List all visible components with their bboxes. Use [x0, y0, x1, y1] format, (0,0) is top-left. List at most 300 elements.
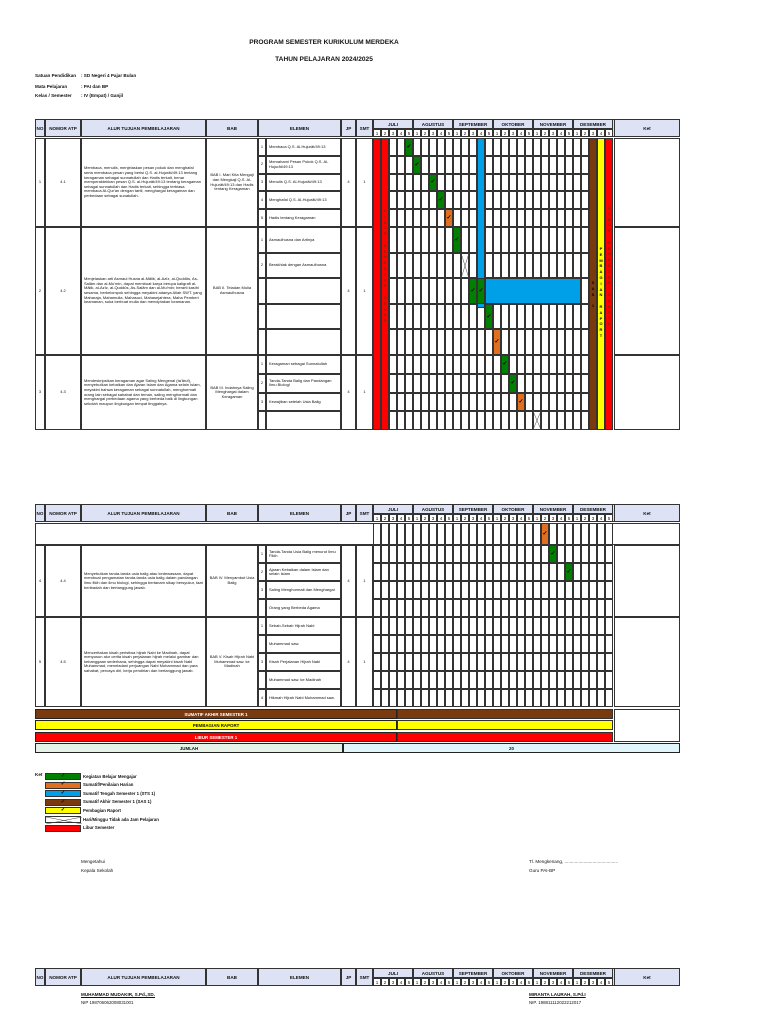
week-header: 2	[461, 129, 469, 137]
week-header: 3	[549, 978, 557, 986]
grid-cell	[517, 689, 525, 707]
schedule-mark	[509, 374, 517, 393]
check-icon: ✓	[486, 313, 492, 320]
grid-cell	[461, 329, 469, 355]
grid-cell	[541, 209, 549, 227]
elemen-text-cell	[266, 209, 341, 227]
grid-cell	[493, 689, 501, 707]
elemen-no-cell	[258, 304, 266, 330]
grid-cell	[573, 635, 581, 653]
grid-cell	[477, 329, 485, 355]
pembagian-raport-vertical: P E M B A G I A N R A P O R T	[599, 246, 603, 338]
grid-cell	[517, 653, 525, 671]
week-header: 4	[517, 129, 525, 137]
sign-left-2: Kepala Sekolah	[81, 868, 114, 873]
grid-cell	[413, 304, 421, 330]
grid-cell	[509, 174, 517, 192]
grid-cell	[597, 653, 605, 671]
grid-cell	[437, 563, 445, 581]
week-header: 3	[429, 514, 437, 522]
week-header: 2	[501, 129, 509, 137]
grid-cell	[493, 599, 501, 617]
grid-cell	[517, 355, 525, 374]
elemen-text: Muhammad saw.	[269, 640, 300, 646]
grid-cell	[573, 304, 581, 330]
grid-cell	[469, 304, 477, 330]
month-header: SEPTEMBER	[453, 504, 493, 514]
grid-cell	[429, 635, 437, 653]
grid-cell	[453, 671, 461, 689]
check-icon: ✓	[470, 287, 476, 294]
check-icon: ✓	[438, 197, 444, 204]
check-icon: ✓	[446, 215, 452, 222]
week-header: 2	[421, 129, 429, 137]
grid-cell	[453, 329, 461, 355]
grid-cell	[389, 209, 397, 227]
grid-cell	[485, 545, 493, 563]
grid-cell	[397, 253, 405, 279]
row-atp-cell: 4.5	[45, 617, 81, 707]
grid-cell	[605, 617, 613, 635]
grid-cell	[469, 671, 477, 689]
legend-title: Ket	[35, 772, 43, 777]
grid-cell	[493, 563, 501, 581]
grid-cell	[405, 355, 413, 374]
grid-cell	[405, 174, 413, 192]
grid-cell	[469, 156, 477, 174]
grid-cell	[429, 671, 437, 689]
grid-cell	[597, 599, 605, 617]
grid-cell	[509, 523, 517, 545]
row-tujuan-cell	[81, 227, 206, 355]
grid-cell	[381, 599, 389, 617]
grid-cell	[397, 653, 405, 671]
sas-row	[35, 709, 397, 719]
grid-cell	[541, 581, 549, 599]
grid-cell	[453, 393, 461, 412]
grid-cell	[565, 581, 573, 599]
grid-cell	[437, 617, 445, 635]
grid-cell	[581, 635, 589, 653]
grid-cell	[533, 209, 541, 227]
grid-cell	[453, 156, 461, 174]
grid-cell	[397, 355, 405, 374]
grid-cell	[549, 653, 557, 671]
col-tujuan-header: ALUR TUJUAN PEMBELAJARAN	[81, 119, 206, 137]
grid-cell	[429, 393, 437, 412]
grid-cell	[517, 191, 525, 209]
elemen-text-cell	[266, 671, 341, 689]
elemen-no-cell: 4	[258, 689, 266, 707]
week-header: 4	[597, 514, 605, 522]
elemen-text: Kisah Perjalanan Hijrah Nabi	[269, 658, 321, 664]
grid-cell	[533, 374, 541, 393]
grid-cell	[493, 581, 501, 599]
check-icon: ✓	[502, 361, 508, 368]
month-header: OKTOBER	[493, 119, 533, 129]
grid-cell	[437, 689, 445, 707]
grid-cell	[501, 563, 509, 581]
row-tujuan-cell	[81, 545, 206, 617]
grid-cell	[405, 393, 413, 412]
row-smt-cell: 1	[356, 545, 373, 617]
grid-cell	[525, 393, 533, 412]
grid-cell	[573, 563, 581, 581]
elemen-no-cell: 3	[258, 174, 266, 192]
schedule-mark	[445, 209, 453, 227]
grid-cell	[581, 209, 589, 227]
grid-cell	[421, 599, 429, 617]
grid-cell	[485, 563, 493, 581]
grid-cell	[461, 599, 469, 617]
grid-cell	[477, 545, 485, 563]
grid-cell	[405, 671, 413, 689]
grid-cell	[549, 355, 557, 374]
grid-cell	[445, 191, 453, 209]
grid-cell	[437, 653, 445, 671]
grid-cell	[589, 689, 597, 707]
month-header: NOVEMBER	[533, 119, 573, 129]
grid-cell	[389, 138, 397, 156]
week-header: 1	[533, 978, 541, 986]
grid-cell	[469, 581, 477, 599]
month-header: JULI	[373, 504, 413, 514]
grid-cell	[429, 599, 437, 617]
grid-cell	[437, 156, 445, 174]
grid-cell	[477, 411, 485, 430]
grid-cell	[477, 671, 485, 689]
no-lesson-cross-icon	[461, 253, 469, 279]
grid-cell	[461, 156, 469, 174]
grid-cell	[405, 635, 413, 653]
grid-cell	[501, 304, 509, 330]
grid-cell	[469, 411, 477, 430]
check-icon: ✓	[518, 398, 524, 405]
bab-text: BAB III. Indahnya Saling Menghargai dalam Keragaman	[210, 384, 254, 399]
grid-cell	[421, 156, 429, 174]
grid-cell	[525, 374, 533, 393]
grid-cell	[469, 563, 477, 581]
grid-cell	[525, 138, 533, 156]
grid-cell	[469, 209, 477, 227]
grid-cell	[549, 156, 557, 174]
week-header: 3	[469, 978, 477, 986]
grid-cell	[517, 581, 525, 599]
week-header: 2	[501, 514, 509, 522]
grid-cell	[557, 581, 565, 599]
grid-cell	[549, 635, 557, 653]
row-smt-cell: 1	[356, 227, 373, 355]
grid-cell	[509, 689, 517, 707]
grid-cell	[397, 191, 405, 209]
elemen-no-cell: 2	[258, 253, 266, 279]
week-header: 2	[421, 978, 429, 986]
check-icon: ✓	[510, 380, 516, 387]
elemen-no-cell: 1	[258, 617, 266, 635]
grid-cell	[421, 209, 429, 227]
grid-cell	[517, 209, 525, 227]
grid-cell	[469, 374, 477, 393]
grid-cell	[517, 599, 525, 617]
grid-cell	[453, 523, 461, 545]
week-header: 1	[373, 978, 381, 986]
grid-cell	[469, 617, 477, 635]
grid-cell	[517, 156, 525, 174]
grid-cell	[445, 689, 453, 707]
week-header: 2	[581, 129, 589, 137]
grid-cell	[525, 253, 533, 279]
grid-cell	[373, 599, 381, 617]
grid-cell	[573, 329, 581, 355]
grid-cell	[437, 278, 445, 304]
row-smt-cell: 1	[356, 617, 373, 707]
grid-cell	[445, 599, 453, 617]
grid-cell	[565, 253, 573, 279]
legend-swatch	[45, 825, 81, 832]
grid-cell	[501, 671, 509, 689]
grid-cell	[533, 545, 541, 563]
week-header: 3	[389, 514, 397, 522]
grid-cell	[469, 599, 477, 617]
sas-vertical: S A S 1	[591, 280, 595, 309]
col-bab-header: BAB	[206, 119, 258, 137]
grid-cell	[501, 156, 509, 174]
grid-cell	[493, 138, 501, 156]
grid-cell	[493, 617, 501, 635]
grid-cell	[485, 635, 493, 653]
grid-cell	[485, 653, 493, 671]
elemen-text: Menghafal Q.S. Al-Hujurāt/49:13	[269, 197, 327, 203]
grid-cell	[501, 581, 509, 599]
week-header: 2	[381, 978, 389, 986]
week-header: 2	[581, 514, 589, 522]
grid-cell	[517, 227, 525, 253]
row-atp-cell: 4.3	[45, 355, 81, 430]
grid-cell	[565, 174, 573, 192]
grid-cell	[525, 635, 533, 653]
elemen-text-cell	[266, 393, 341, 412]
elemen-text-cell	[266, 304, 341, 330]
grid-cell	[373, 635, 381, 653]
grid-cell	[445, 545, 453, 563]
grid-cell	[405, 156, 413, 174]
grid-cell	[581, 278, 589, 304]
week-header: 2	[421, 514, 429, 522]
grid-cell	[421, 174, 429, 192]
grid-cell	[445, 393, 453, 412]
month-header: JULI	[373, 119, 413, 129]
week-header: 5	[565, 978, 573, 986]
grid-cell	[573, 174, 581, 192]
grid-cell	[605, 545, 613, 563]
grid-cell	[533, 329, 541, 355]
grid-cell	[485, 617, 493, 635]
elemen-text-cell	[266, 689, 341, 707]
elemen-text: Membaca Q.S. Al-Hujurāt/49:13	[269, 143, 326, 149]
grid-cell	[437, 138, 445, 156]
jumlah-row	[35, 743, 343, 753]
grid-cell	[509, 138, 517, 156]
grid-cell	[445, 174, 453, 192]
grid-cell	[549, 411, 557, 430]
grid-cell	[573, 191, 581, 209]
elemen-text-cell	[266, 563, 341, 581]
grid-cell	[445, 563, 453, 581]
grid-cell	[565, 545, 573, 563]
grid-cell	[461, 355, 469, 374]
grid-cell	[413, 355, 421, 374]
grid-cell	[565, 304, 573, 330]
elemen-text-cell	[266, 253, 341, 279]
row-no-cell: 4	[35, 545, 45, 617]
grid-cell	[437, 671, 445, 689]
grid-cell	[493, 653, 501, 671]
week-header: 3	[469, 129, 477, 137]
grid-cell	[573, 411, 581, 430]
schedule-mark	[493, 329, 501, 355]
grid-cell	[485, 689, 493, 707]
grid-cell	[429, 209, 437, 227]
grid-cell	[549, 581, 557, 599]
elemen-no-cell: 1	[258, 138, 266, 156]
grid-cell	[477, 393, 485, 412]
grid-cell	[533, 599, 541, 617]
grid-cell	[581, 138, 589, 156]
grid-cell	[557, 138, 565, 156]
elemen-text-cell	[266, 329, 341, 355]
grid-cell	[533, 355, 541, 374]
grid-cell	[461, 138, 469, 156]
grid-cell	[453, 174, 461, 192]
grid-cell	[381, 523, 389, 545]
grid-cell	[477, 617, 485, 635]
week-header: 4	[397, 978, 405, 986]
grid-cell	[493, 545, 501, 563]
schedule-mark	[437, 191, 445, 209]
grid-cell	[453, 599, 461, 617]
grid-cell	[397, 617, 405, 635]
grid-cell	[461, 174, 469, 192]
grid-cell	[501, 174, 509, 192]
grid-cell	[421, 635, 429, 653]
grid-cell	[429, 278, 437, 304]
grid-cell	[557, 689, 565, 707]
grid-cell	[581, 355, 589, 374]
grid-cell	[549, 304, 557, 330]
grid-cell	[501, 227, 509, 253]
grid-cell	[421, 253, 429, 279]
grid-cell	[517, 174, 525, 192]
grid-cell	[429, 653, 437, 671]
grid-cell	[389, 411, 397, 430]
grid-cell	[517, 411, 525, 430]
grid-cell	[541, 653, 549, 671]
grid-cell	[533, 653, 541, 671]
week-header: 3	[469, 514, 477, 522]
sign-left-1: Mengetahui	[81, 859, 106, 864]
grid-cell	[461, 374, 469, 393]
grid-cell	[405, 599, 413, 617]
raport-row-extension	[397, 720, 613, 730]
grid-cell	[589, 635, 597, 653]
grid-cell	[533, 671, 541, 689]
grid-cell	[509, 355, 517, 374]
grid-cell	[421, 671, 429, 689]
grid-cell	[429, 227, 437, 253]
grid-cell	[453, 138, 461, 156]
grid-cell	[501, 329, 509, 355]
grid-cell	[469, 174, 477, 192]
week-header: 2	[581, 978, 589, 986]
grid-cell	[485, 523, 493, 545]
grid-cell	[413, 227, 421, 253]
grid-cell	[373, 671, 381, 689]
grid-cell	[549, 523, 557, 545]
grid-cell	[549, 329, 557, 355]
grid-cell	[437, 411, 445, 430]
grid-cell	[509, 671, 517, 689]
grid-cell	[421, 191, 429, 209]
week-header: 4	[397, 514, 405, 522]
grid-cell	[589, 653, 597, 671]
libur-semester-ganjil-vertical: L I B U R S E M E S T E R G A N J I L	[607, 205, 611, 326]
elemen-no-cell	[258, 278, 266, 304]
grid-cell	[437, 635, 445, 653]
grid-cell	[437, 174, 445, 192]
grid-cell	[501, 653, 509, 671]
grid-cell	[573, 545, 581, 563]
grid-cell	[389, 253, 397, 279]
grid-cell	[397, 671, 405, 689]
week-header: 3	[509, 129, 517, 137]
grid-cell	[533, 635, 541, 653]
grid-cell	[461, 671, 469, 689]
grid-cell	[413, 209, 421, 227]
grid-cell	[421, 278, 429, 304]
row-bab-cell	[206, 617, 258, 707]
grid-cell	[541, 138, 549, 156]
grid-cell	[565, 617, 573, 635]
grid-cell	[573, 689, 581, 707]
grid-cell	[373, 563, 381, 581]
row-jp-cell: 4	[341, 227, 356, 355]
tujuan-text: Mendeskripsikan keragaman agar Saling Mengenal (ta'āruf), menyebutkan kebaikan dan Ajaran Islam dan Agama selain Islam, meyakini bahwa keragaman sebagai sunnatullah, menghormati orang lain sebagai sahabat dan teman, saling menghormati dan menghargai perbedaan agama yang berbeda baik di lingkungan sekolah maupun lingkungan tempat tinggalnya.	[84, 377, 201, 406]
legend-label: Sumatif/Penilaian Harian	[83, 782, 134, 788]
month-header: OKTOBER	[493, 504, 533, 514]
week-header: 4	[557, 514, 565, 522]
grid-cell	[453, 304, 461, 330]
week-header: 3	[509, 514, 517, 522]
grid-cell	[421, 374, 429, 393]
grid-cell	[605, 653, 613, 671]
grid-cell	[405, 209, 413, 227]
schedule-mark	[485, 304, 493, 330]
grid-cell	[533, 393, 541, 412]
grid-cell	[541, 617, 549, 635]
week-header: 5	[525, 978, 533, 986]
elemen-text: Memahami Pesan Pokok Q.S. Al-Hujurāt/49:13	[269, 159, 329, 169]
grid-cell	[525, 329, 533, 355]
grid-cell	[413, 138, 421, 156]
no-lesson-cross-icon	[533, 411, 541, 430]
elemen-text-cell	[266, 653, 341, 671]
grid-cell	[469, 689, 477, 707]
grid-cell	[397, 156, 405, 174]
elemen-no-cell: 3	[258, 653, 266, 671]
schedule-mark	[541, 523, 549, 545]
grid-cell	[581, 329, 589, 355]
week-header: 2	[381, 129, 389, 137]
